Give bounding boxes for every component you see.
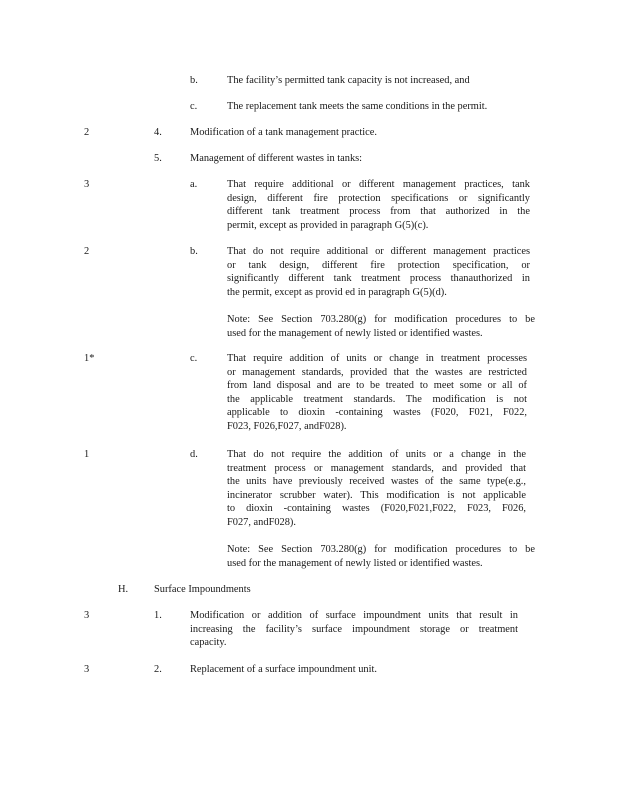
item-number: 1. (154, 610, 162, 621)
item-number: c. (190, 101, 198, 112)
text-line: incinerator scrubber water). This modification is not applicable (227, 489, 526, 501)
modification-class-level: 3 (84, 179, 90, 190)
text-line: or tank design, different fire protection specification, or (227, 259, 530, 271)
text-line: from land disposal and are to be treated to meet some or all of (227, 380, 527, 392)
item-number: d. (190, 449, 198, 460)
note-text (227, 313, 535, 340)
text-line: That do not require additional or different management practices (227, 246, 530, 257)
text-line: Modification or addition of surface impoundment units that result in (190, 610, 518, 621)
item-text (227, 448, 526, 530)
text-line: Management of different wastes in tanks: (190, 153, 363, 164)
item-text (190, 152, 385, 166)
item-number: c. (190, 353, 198, 364)
item-number: H. (118, 584, 129, 595)
text-line: The replacement tank meets the same conditions in the permit. (227, 101, 488, 112)
text-line: the units have previously received wastes of the same type(e.g., (227, 476, 526, 488)
text-line: Replacement of a surface impoundment unit. (190, 664, 377, 675)
item-text (190, 126, 398, 140)
text-line: That require addition of units or change in treatment processes (227, 353, 527, 364)
modification-class-level: 1 (84, 449, 90, 460)
text-line: F027, andF028). (227, 516, 296, 528)
text-line: design, different fire protection specifications or significantly (227, 192, 530, 204)
text-line: permit, except as provided in paragraph G(5)(c). (227, 219, 429, 231)
text-line: to dioxin -containing wastes (F020,F021,F022, F023, F026, (227, 503, 526, 515)
text-line: significantly different tank treatment process thanauthorized in (227, 273, 530, 285)
modification-class-level: 3 (84, 610, 90, 621)
text-line: applicable to dioxin -containing wastes (F020, F021, F022, (227, 407, 527, 419)
text-line: used for the management of newly listed or identified wastes. (227, 327, 483, 339)
modification-class-level: 2 (84, 246, 90, 257)
text-line: Surface Impoundments (154, 584, 251, 595)
item-text (227, 74, 505, 88)
item-text (227, 100, 522, 114)
modification-class-level: 3 (84, 664, 90, 675)
text-line: different tank treatment process from that authorized in the (227, 206, 530, 218)
text-line: or management standards, provided that the wastes are restricted (227, 366, 527, 378)
item-number: 4. (154, 127, 162, 138)
item-number: b. (190, 246, 198, 257)
item-text (227, 245, 530, 299)
item-text (227, 178, 530, 232)
item-text (154, 583, 253, 597)
text-line: the applicable treatment standards. The modification is not (227, 393, 527, 405)
note-text (227, 543, 535, 570)
item-number: b. (190, 75, 198, 86)
item-text (190, 663, 403, 677)
text-line: Note: See Section 703.280(g) for modification procedures to be (227, 544, 535, 555)
modification-class-level: 2 (84, 127, 90, 138)
text-line: Modification of a tank management practice. (190, 127, 377, 138)
text-line: increasing the facility’s surface impoundment storage or treatment (190, 623, 518, 635)
text-line: That require additional or different management practices, tank (227, 179, 530, 190)
item-number: 2. (154, 664, 162, 675)
text-line: capacity. (190, 637, 227, 649)
item-number: 5. (154, 153, 162, 164)
text-line: F023, F026,F027, andF028). (227, 420, 347, 432)
text-line: Note: See Section 703.280(g) for modification procedures to be (227, 314, 535, 325)
text-line: treatment process or management standards, and provided that (227, 462, 526, 474)
modification-class-level: 1* (84, 353, 95, 364)
text-line: used for the management of newly listed or identified wastes. (227, 557, 483, 569)
text-line: That do not require the addition of units or a change in the (227, 449, 526, 460)
item-text (190, 609, 518, 650)
item-number: a. (190, 179, 198, 190)
text-line: The facility’s permitted tank capacity is not increased, and (227, 75, 470, 86)
item-text (227, 352, 527, 434)
text-line: the permit, except as provid ed in paragraph G(5)(d). (227, 286, 447, 298)
